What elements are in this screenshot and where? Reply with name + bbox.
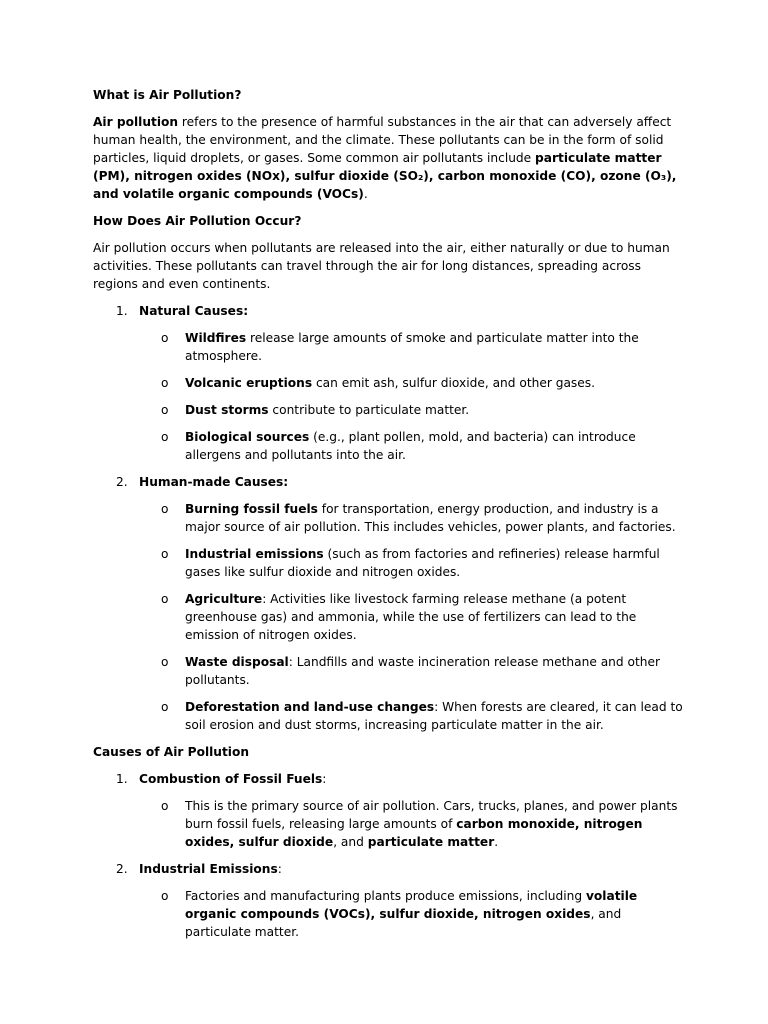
text-run: refers to the presence of harmful substances in the air that can adversely affect human health, the environment, and the climate. These pollutants can be in the form of solid particles, liquid droplets, or gases. Some common air pollutants include	[93, 115, 672, 165]
list-number: 2.	[116, 475, 128, 489]
bullet-marker: o	[161, 403, 169, 417]
bullet-item	[93, 698, 683, 734]
paragraph-occurrence: Air pollution occurs when pollutants are released into the air, either naturally or due to human activities. These pollutants can travel through the air for long distances, spreading across regions and even continents.	[93, 241, 670, 291]
bullet-text: , and	[333, 835, 368, 849]
bullet-term: Biological sources	[185, 430, 310, 444]
bullet-term: Waste disposal	[185, 655, 289, 669]
bullet-text: : Landfills and waste incineration release methane and other pollutants.	[185, 655, 660, 687]
bullet-marker: o	[161, 376, 169, 390]
bullet-text: for transportation, energy production, and industry is a major source of air pollution. This includes vehicles, power plants, and factories.	[185, 502, 676, 534]
bullet-marker: o	[161, 655, 169, 669]
bullet-emphasis: particulate matter	[367, 835, 495, 849]
bullet-item	[93, 887, 683, 941]
bullet-term: Dust storms	[185, 403, 269, 417]
bullet-item	[93, 374, 683, 392]
bullet-item	[93, 428, 683, 464]
bullet-term: Burning fossil fuels	[185, 502, 318, 516]
term-air-pollution: Air pollution	[93, 115, 179, 129]
bullet-marker: o	[161, 799, 169, 813]
bullet-text: can emit ash, sulfur dioxide, and other gases.	[312, 376, 595, 390]
bullet-marker: o	[161, 430, 169, 444]
list-item-natural-causes	[93, 302, 683, 320]
bullet-text: : Activities like livestock farming release methane (a potent greenhouse gas) and ammonia, while the use of fertilizers can lead to the emission of nitrogen oxides.	[185, 592, 637, 642]
bullet-item	[93, 653, 683, 689]
list-number: 2.	[116, 862, 128, 876]
bullet-text: Factories and manufacturing plants produce emissions, including	[185, 889, 586, 903]
bullet-item	[93, 797, 683, 851]
list-item-human-made-causes	[93, 473, 683, 491]
bullet-text: contribute to particulate matter.	[268, 403, 470, 417]
bullet-item	[93, 545, 683, 581]
bullet-text: This is the primary source of air pollution. Cars, trucks, planes, and power plants burn fossil fuels, releasing large amounts of	[185, 799, 678, 831]
list-title: Industrial Emissions	[139, 862, 278, 876]
bullet-text: : When forests are cleared, it can lead to soil erosion and dust storms, increasing particulate matter in the air.	[185, 700, 683, 732]
bullet-text: .	[494, 835, 499, 849]
list-title-suffix: :	[322, 772, 327, 786]
bullet-text: (e.g., plant pollen, mold, and bacteria) can introduce allergens and pollutants into the air.	[185, 430, 636, 462]
list-item-industrial-emissions	[93, 860, 683, 878]
bullet-term: Volcanic eruptions	[185, 376, 313, 390]
list-number: 1.	[116, 304, 128, 318]
bullet-item	[93, 329, 683, 365]
pollutant-list: particulate matter (PM), nitrogen oxides (NOx), sulfur dioxide (SO₂), carbon monoxide (CO), ozone (O₃), and volatile organic compounds (VOCs)	[93, 151, 677, 201]
paragraph-definition	[93, 113, 683, 203]
bullet-term: Agriculture	[185, 592, 263, 606]
list-title-suffix: :	[277, 862, 282, 876]
list-number: 1.	[116, 772, 128, 786]
bullet-marker: o	[161, 592, 169, 606]
bullet-term: Wildfires	[185, 331, 247, 345]
bullet-marker: o	[161, 700, 169, 714]
bullet-marker: o	[161, 889, 169, 903]
bullet-text: release large amounts of smoke and particulate matter into the atmosphere.	[185, 331, 639, 363]
bullet-term: Deforestation and land-use changes	[185, 700, 435, 714]
list-title: Human-made Causes:	[139, 475, 289, 489]
bullet-text: (such as from factories and refineries) release harmful gases like sulfur dioxide and nitrogen oxides.	[185, 547, 660, 579]
bullet-marker: o	[161, 331, 169, 345]
bullet-item	[93, 590, 683, 644]
list-title: Natural Causes:	[139, 304, 249, 318]
bullet-term: Industrial emissions	[185, 547, 324, 561]
bullet-marker: o	[161, 547, 169, 561]
document-body	[93, 86, 683, 950]
heading-what-is-air-pollution: What is Air Pollution?	[93, 88, 242, 102]
bullet-item	[93, 401, 683, 419]
list-title: Combustion of Fossil Fuels	[139, 772, 323, 786]
list-item-combustion	[93, 770, 683, 788]
bullet-text: , and particulate matter.	[185, 907, 622, 939]
heading-causes-of-air-pollution: Causes of Air Pollution	[93, 745, 250, 759]
bullet-item	[93, 500, 683, 536]
heading-how-does-it-occur: How Does Air Pollution Occur?	[93, 214, 302, 228]
text-run: .	[363, 187, 368, 201]
bullet-emphasis: volatile organic compounds (VOCs), sulfur dioxide, nitrogen oxides	[185, 889, 638, 921]
bullet-emphasis: carbon monoxide, nitrogen oxides, sulfur dioxide	[185, 817, 643, 849]
bullet-marker: o	[161, 502, 169, 516]
